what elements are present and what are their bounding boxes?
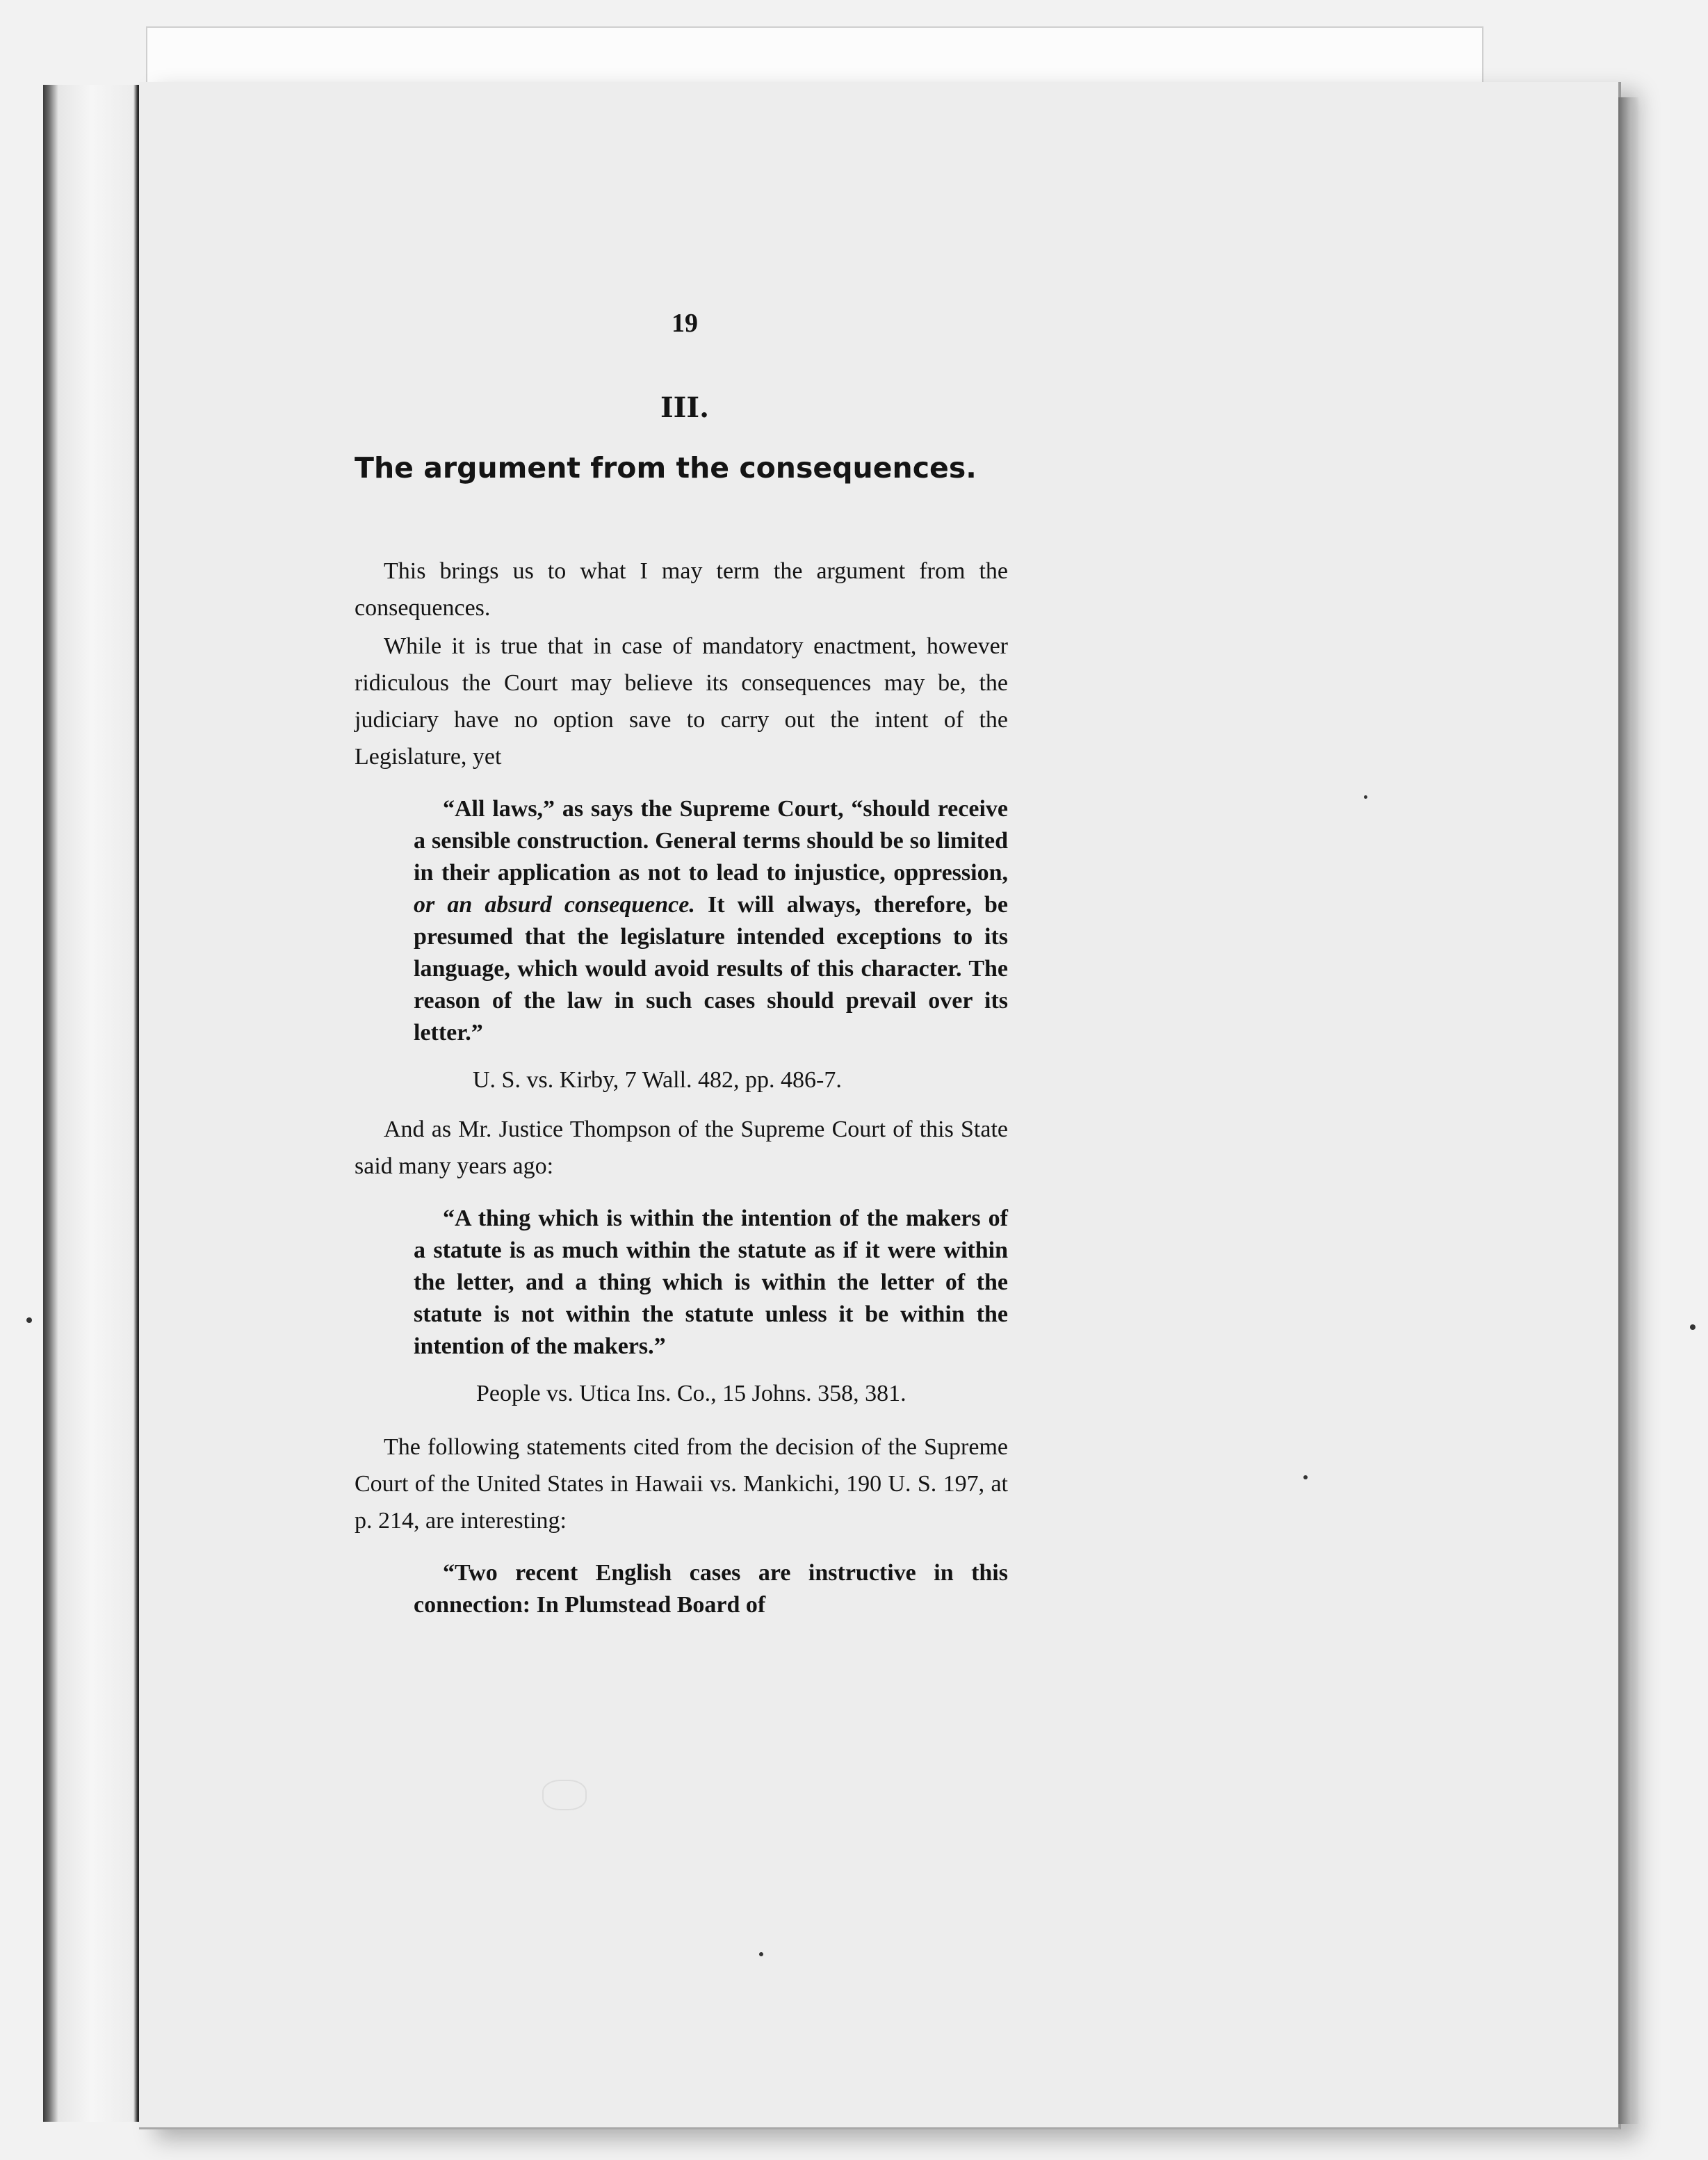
dust-speck <box>1303 1475 1308 1479</box>
citation-1: U. S. vs. Kirby, 7 Wall. 482, pp. 486-7. <box>473 1067 842 1093</box>
block-quote-2: “A thing which is within the intention of the makers of a statute is as much within the statute as if it were within the letter, and a thing which is within the letter of the statute is not within the statute unless it be within the intention of the makers.” <box>414 1205 1008 1359</box>
binding-strip <box>43 85 140 2122</box>
dust-speck <box>759 1952 763 1956</box>
quote-1-text-b: It will always, therefore, be presumed that the legislature intended exceptions to its language, which would avoid results of this character. The reason of the law in such cases should prevail over its letter.” <box>414 892 1008 1046</box>
quote-1-text-a: “All laws,” as says the Supreme Court, “should receive a sensible construction. General terms should be so limited in their application as not to lead to injustice, oppression, <box>414 796 1008 886</box>
section-heading: The argument from the consequences. <box>355 451 977 485</box>
page-content <box>355 306 1008 1618</box>
block-quote-3: “Two recent English cases are instructive in this connection: In Plumstead Board of <box>414 1560 1008 1618</box>
page-number: 19 <box>672 309 698 338</box>
paragraph-3: And as Mr. Justice Thompson of the Supreme Court of this State said many years ago: <box>355 1116 1008 1179</box>
dust-speck <box>1364 795 1367 799</box>
block-quote-1 <box>414 793 1008 1049</box>
dust-speck <box>26 1317 32 1323</box>
dust-speck <box>1690 1324 1695 1330</box>
paragraph-4: The following statements cited from the decision of the Supreme Court of the United States in Hawaii vs. Mankichi, 190 U. S. 197, at p. 214, are interesting: <box>355 1434 1008 1534</box>
section-numeral: III. <box>660 391 710 424</box>
paragraph-2: While it is true that in case of mandatory enactment, however ridiculous the Court may believe its consequences may be, the judiciary have no option save to carry out the intent of the Legislature, yet <box>355 633 1008 770</box>
paragraph-1: This brings us to what I may term the argument from the consequences. <box>355 558 1008 621</box>
citation-2: People vs. Utica Ins. Co., 15 Johns. 358, 381. <box>476 1381 906 1406</box>
quote-1-italic: or an absurd consequence. <box>414 892 695 918</box>
body-text <box>355 553 1008 1621</box>
paper-blemish <box>542 1780 587 1810</box>
page-shadow <box>1618 97 1639 2124</box>
